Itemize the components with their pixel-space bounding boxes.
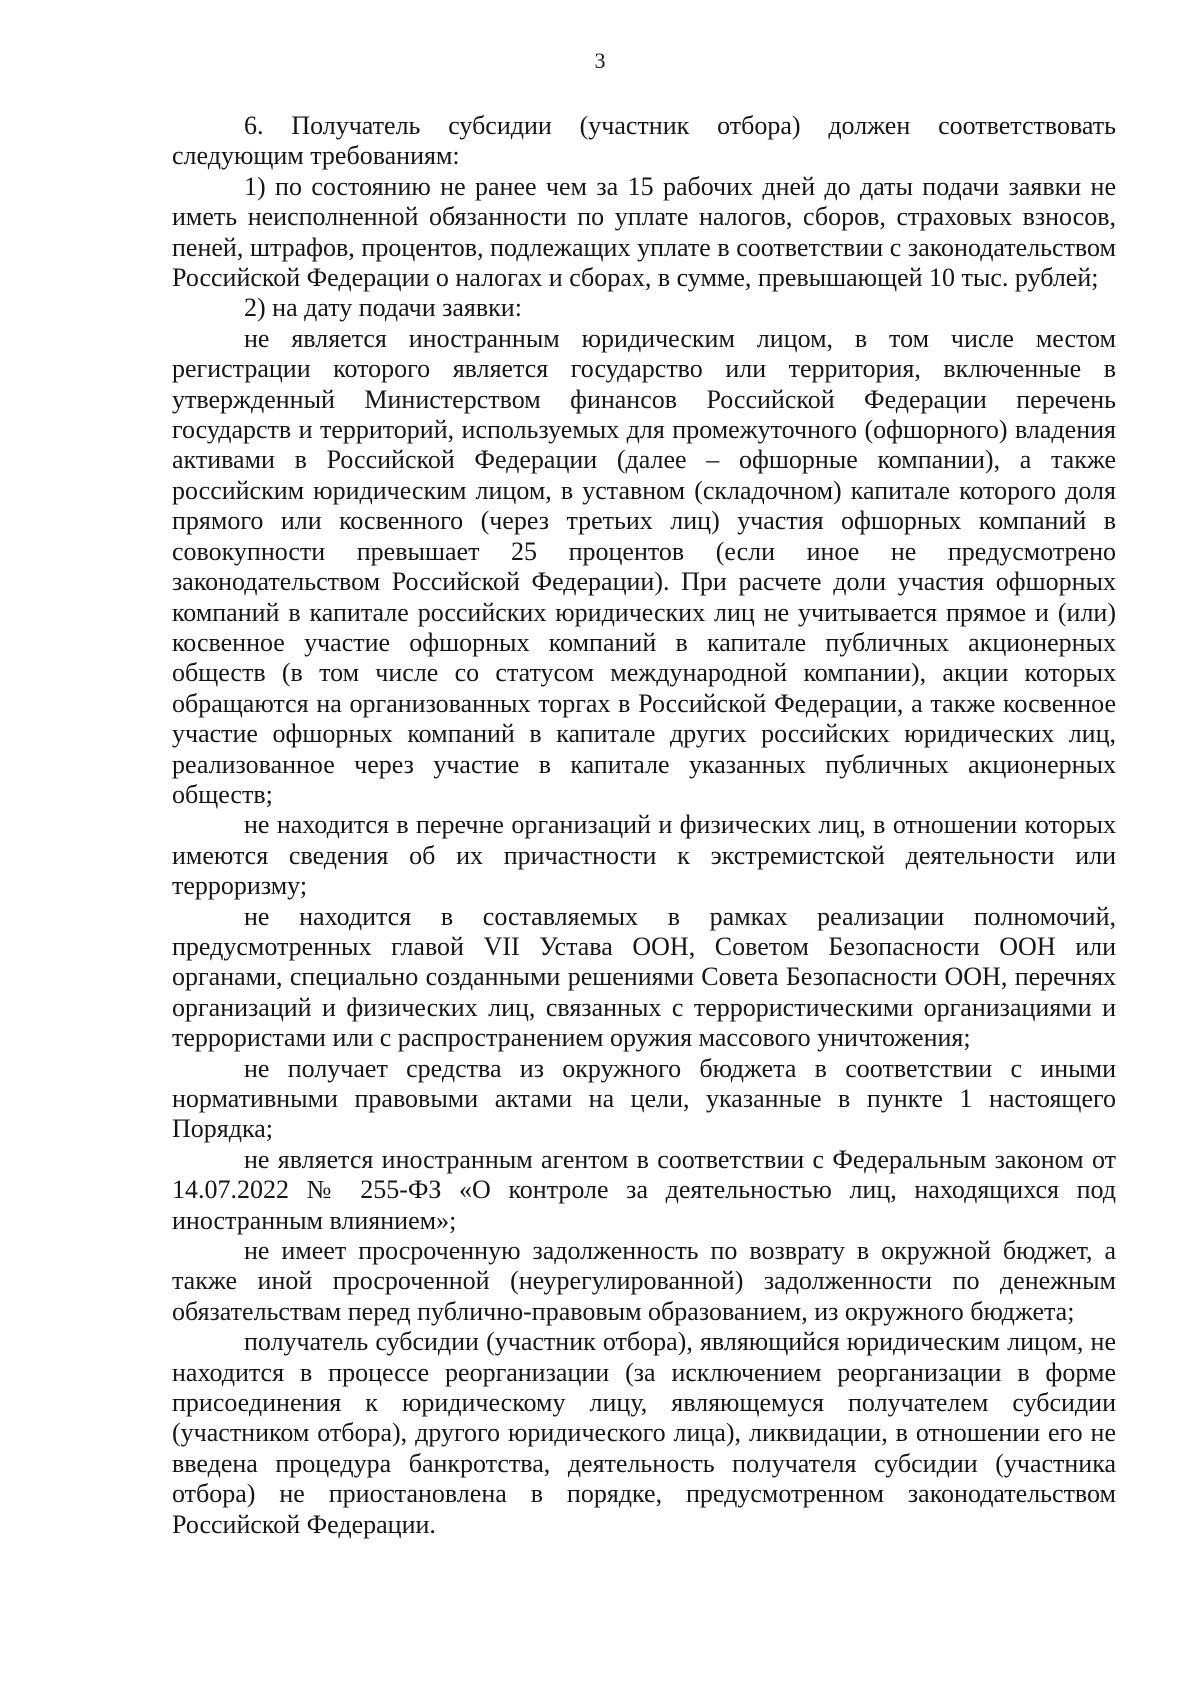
document-body — [172, 111, 1116, 1540]
paragraph-6-requirements: 6. Получатель субсидии (участник отбора) должен соответствовать следующим требованиям: — [172, 111, 1116, 171]
paragraph-extremism-list: не находится в перечне организаций и физических лиц, в отношении которых имеются сведения об их причастности к экстремистской деятельности или терроризму; — [172, 810, 1116, 901]
paragraph-requirement-2-intro: 2) на дату подачи заявки: — [244, 293, 522, 323]
paragraph-reorganization-liquidation: получатель субсидии (участник отбора), являющийся юридическим лицом, не находится в процессе реорганизации (за исключением реорганизации в форме присоединения к юридическому лицу, являющемуся получателем субсидии (участником отбора), другого юридического лица), ликвидации, в отношении его не введена процедура банкротства, деятельность получателя субсидии (участника отбора) не приостановлена в порядке, предусмотренном законодательством Российской Федерации. — [172, 1327, 1116, 1539]
paragraph-un-security-council-lists: не находится в составляемых в рамках реализации полномочий, предусмотренных главой VII Устава ООН, Советом Безопасности ООН или органами, специально созданными решениями Совета Безопасности ООН, перечнях организаций и физических лиц, связанных с террористическими организациями и террористами или с распространением оружия массового уничтожения; — [172, 901, 1116, 1053]
page-number: 3 — [594, 48, 606, 73]
paragraph-overdue-debt: не имеет просроченную задолженность по возврату в окружной бюджет, а также иной просроченной (неурегулированной) задолженности по денежным обязательствам перед публично-правовым образованием, из окружного бюджета; — [172, 1236, 1116, 1326]
paragraph-offshore-companies: не является иностранным юридическим лицом, в том числе местом регистрации которого является государство или территория, включенные в утвержденный Министерством финансов Российской Федерации перечень государств и территорий, используемых для промежуточного (офшорного) владения активами в Российской Федерации (далее – офшорные компании), а также российским юридическим лицом, в уставном (складочном) капитале которого доля прямого или косвенного (через третьих лиц) участия офшорных компаний в совокупности превышает 25 процентов (если иное не предусмотрено законодательством Российской Федерации). При расчете доли участия офшорных компаний в капитале российских юридических лиц не учитывается прямое и (или) косвенное участие офшорных компаний в капитале публичных акционерных обществ (в том числе со статусом международной компании), акции которых обращаются на организованных торгах в Российской Федерации, а также косвенное участие офшорных компаний в капитале других российских юридических лиц, реализованное через участие в капитале указанных публичных акционерных обществ; — [172, 323, 1116, 809]
paragraph-foreign-agent: не является иностранным агентом в соответствии с Федеральным законом от 14.07.2022 № 255-ФЗ «О контроле за деятельностью лиц, находящихся под иностранным влиянием»; — [172, 1144, 1116, 1235]
paragraph-other-budget-funds: не получает средства из окружного бюджета в соответствии с иными нормативными правовыми актами на цели, указанные в пункте 1 настоящего Порядка; — [172, 1053, 1116, 1144]
paragraph-requirement-1-taxes: 1) по состоянию не ранее чем за 15 рабочих дней до даты подачи заявки не иметь неисполненной обязанности по уплате налогов, сборов, страховых взносов, пеней, штрафов, процентов, подлежащих уплате в соответствии с законодательством Российской Федерации о налогах и сборах, в сумме, превышающей 10 тыс. рублей; — [172, 171, 1116, 293]
